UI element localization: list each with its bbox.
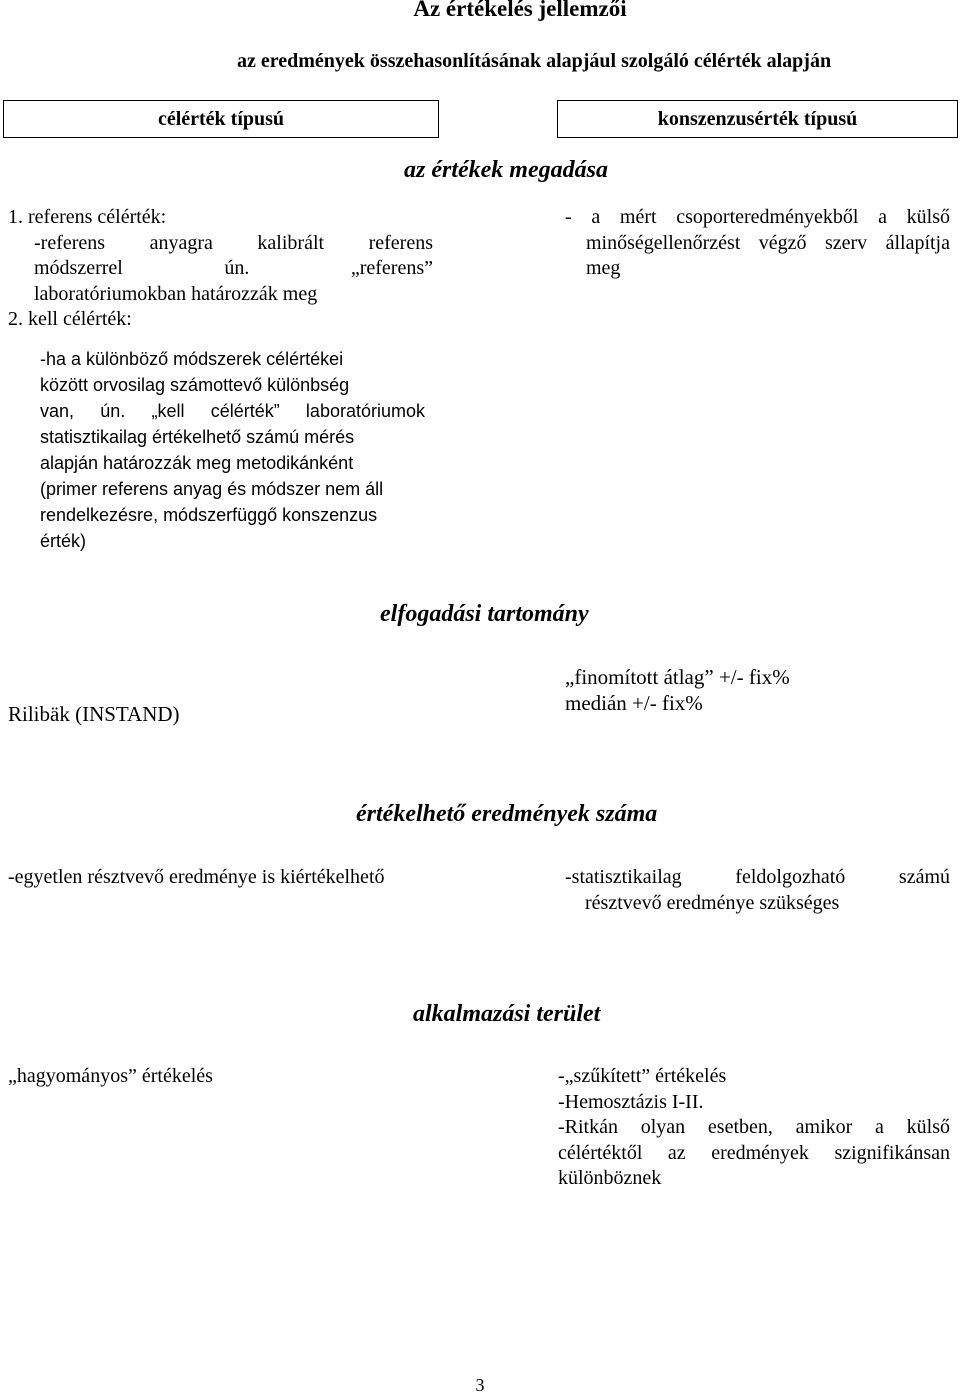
- item1-line: laboratóriumokban határozzák meg: [34, 282, 318, 305]
- page-title: Az értékelés jellemzői: [413, 0, 627, 21]
- item2-line: között orvosilag számottevő különbség: [40, 375, 350, 395]
- section-heading-alkalmazasi-terulet: alkalmazási terület: [413, 1001, 601, 1027]
- section-heading-ertekek-megadasa: az értékek megadása: [404, 157, 608, 183]
- right-line: - a mért csoporteredményekből a külső: [565, 206, 950, 228]
- column-header-konszenzusertek-label: konszenzusérték típusú: [657, 107, 858, 130]
- item2-line: van, ún. „kell célérték” laboratóriumok: [40, 401, 425, 421]
- rilibak-text: Rilibäk (INSTAND): [8, 702, 180, 726]
- application-line: különböznek: [558, 1167, 662, 1189]
- statistical-block: [565, 865, 950, 916]
- statistical-line: -statisztikailag feldolgozható számú: [565, 866, 950, 888]
- item2-line: alapján határozzák meg metodikánként: [40, 453, 354, 473]
- column-header-celertek-label: célérték típusú: [157, 107, 285, 130]
- right-block-konszenzus: [565, 205, 950, 282]
- item2-line: -ha a különböző módszerek célértékei: [40, 349, 344, 369]
- application-right-block: [558, 1064, 950, 1192]
- item1-body: [8, 231, 433, 308]
- application-line: -Hemosztázis I-II.: [558, 1090, 704, 1113]
- item2-line: rendelkezésre, módszerfüggő konszenzus: [40, 505, 378, 525]
- left-block-referens: [8, 205, 433, 333]
- left-block-kell: [40, 346, 425, 554]
- item2-line: statisztikailag értékelhető számú mérés: [40, 427, 355, 447]
- right-block-continuation: [565, 231, 950, 282]
- statistical-continuation: [565, 891, 950, 917]
- acceptance-line: „finomított átlag” +/- fix%: [565, 665, 790, 689]
- single-participant-text: -egyetlen résztvevő eredménye is kiértékelhető: [8, 866, 385, 888]
- item2-line: (primer referens anyag és módszer nem áll: [40, 479, 384, 499]
- page-subtitle: az eredmények összehasonlításának alapjául szolgáló célérték alapján: [237, 50, 832, 72]
- page-number: 3: [475, 1375, 485, 1395]
- item2-line: érték): [40, 531, 87, 551]
- section-heading-elfogadasi-tartomany: elfogadási tartomány: [380, 601, 589, 627]
- column-header-konszenzusertek: [557, 100, 958, 138]
- item2-title: 2. kell célérték:: [8, 308, 132, 330]
- item1-line: -referens anyagra kalibrált referens: [34, 231, 433, 254]
- item1-title: 1. referens célérték:: [8, 206, 167, 228]
- acceptance-line: medián +/- fix%: [565, 691, 703, 715]
- section-heading-ertekelheto-eredmenyek: értékelhető eredmények száma: [356, 801, 658, 827]
- application-line: -„szűkített” értékelés: [558, 1065, 727, 1087]
- right-line: minőségellenőrzést végző szerv állapítja: [586, 231, 950, 254]
- statistical-line: résztvevő eredménye szükséges: [585, 891, 840, 914]
- traditional-evaluation-text: „hagyományos” értékelés: [8, 1065, 213, 1087]
- right-line: meg: [586, 257, 621, 279]
- application-line: -Ritkán olyan esetben, amikor a külső: [558, 1116, 950, 1138]
- acceptance-right-block: [565, 664, 790, 716]
- column-header-celertek: [3, 100, 439, 138]
- item1-line: módszerrel ún. „referens”: [34, 257, 433, 279]
- application-line: célértéktől az eredmények szignifikánsan: [558, 1141, 950, 1164]
